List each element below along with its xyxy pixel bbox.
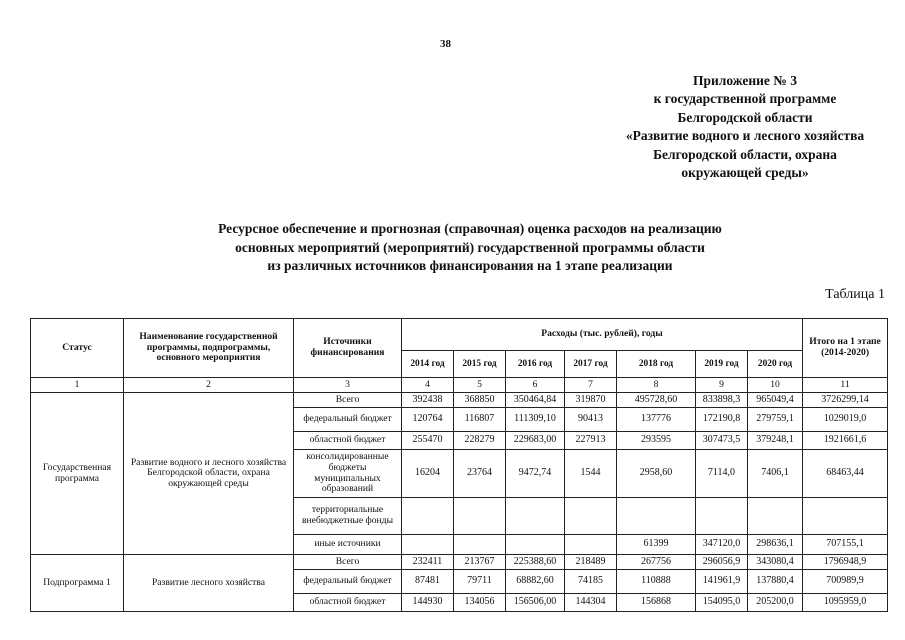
row-value: 833898,3 (696, 393, 748, 408)
row-value: 172190,8 (696, 408, 748, 432)
row-value (454, 535, 506, 555)
row-value (748, 498, 803, 535)
row-value: 137880,4 (748, 570, 803, 594)
row-source: федеральный бюджет (294, 570, 402, 594)
header-year: 2020 год (748, 351, 803, 378)
row-value: 298636,1 (748, 535, 803, 555)
header-year: 2016 год (506, 351, 565, 378)
row-value: 61399 (617, 535, 696, 555)
column-index: 9 (696, 378, 748, 393)
row-value: 90413 (565, 408, 617, 432)
row-value (617, 498, 696, 535)
row-total: 1921661,6 (803, 432, 888, 450)
appendix-line: к государственной программе (653, 91, 837, 107)
row-value: 68882,60 (506, 570, 565, 594)
row-total (803, 498, 888, 535)
column-index: 11 (803, 378, 888, 393)
row-value (565, 535, 617, 555)
column-index: 1 (31, 378, 124, 393)
row-value: 296056,9 (696, 555, 748, 570)
row-value: 79711 (454, 570, 506, 594)
column-index: 6 (506, 378, 565, 393)
row-name: Развитие водного и лесного хозяйства Белгородской области, охрана окружающей среды (124, 393, 294, 555)
row-value: 156506,00 (506, 594, 565, 612)
appendix-line: окружающей среды» (681, 165, 809, 181)
column-index: 3 (294, 378, 402, 393)
row-total: 68463,44 (803, 450, 888, 498)
table-row (31, 555, 888, 570)
row-value: 343080,4 (748, 555, 803, 570)
row-value: 16204 (402, 450, 454, 498)
row-value: 111309,10 (506, 408, 565, 432)
row-value: 227913 (565, 432, 617, 450)
row-value: 379248,1 (748, 432, 803, 450)
header-year: 2017 год (565, 351, 617, 378)
row-name: Развитие лесного хозяйства (124, 555, 294, 612)
row-value: 74185 (565, 570, 617, 594)
row-value: 307473,5 (696, 432, 748, 450)
row-value: 144930 (402, 594, 454, 612)
appendix-line: Белгородской области (677, 109, 813, 125)
title-line: из различных источников финансирования на 1 этапе реализации (267, 258, 673, 274)
row-value (454, 498, 506, 535)
row-source: Всего (294, 555, 402, 570)
header-total: Итого на 1 этапе (2014-2020) (803, 319, 888, 378)
row-total: 700989,9 (803, 570, 888, 594)
row-value: 319870 (565, 393, 617, 408)
row-value: 255470 (402, 432, 454, 450)
row-value: 218489 (565, 555, 617, 570)
column-index: 8 (617, 378, 696, 393)
row-total: 1796948,9 (803, 555, 888, 570)
row-source: территориальные внебюджетные фонды (294, 498, 402, 535)
header-year: 2019 год (696, 351, 748, 378)
row-value: 9472,74 (506, 450, 565, 498)
row-value: 110888 (617, 570, 696, 594)
row-total: 3726299,14 (803, 393, 888, 408)
row-value: 7114,0 (696, 450, 748, 498)
row-source: областной бюджет (294, 594, 402, 612)
row-value: 232411 (402, 555, 454, 570)
appendix-line: Белгородской области, охрана (653, 146, 837, 162)
appendix-header (590, 72, 900, 182)
row-total: 1029019,0 (803, 408, 888, 432)
row-value: 7406,1 (748, 450, 803, 498)
row-value: 965049,4 (748, 393, 803, 408)
header-year: 2018 год (617, 351, 696, 378)
header-source: Источники финансирования (294, 319, 402, 378)
row-value (696, 498, 748, 535)
appendix-line: «Развитие водного и лесного хозяйства (625, 128, 865, 144)
row-value: 229683,00 (506, 432, 565, 450)
row-source: федеральный бюджет (294, 408, 402, 432)
row-value: 347120,0 (696, 535, 748, 555)
row-value: 137776 (617, 408, 696, 432)
row-source: иные источники (294, 535, 402, 555)
row-value (506, 535, 565, 555)
row-value (565, 498, 617, 535)
row-value: 495728,60 (617, 393, 696, 408)
row-value: 141961,9 (696, 570, 748, 594)
row-value: 116807 (454, 408, 506, 432)
row-value: 279759,1 (748, 408, 803, 432)
row-value: 154095,0 (696, 594, 748, 612)
row-value: 293595 (617, 432, 696, 450)
row-value: 267756 (617, 555, 696, 570)
row-source: Всего (294, 393, 402, 408)
row-value: 225388,60 (506, 555, 565, 570)
row-value: 2958,60 (617, 450, 696, 498)
column-index: 5 (454, 378, 506, 393)
row-status: Государственная программа (31, 393, 124, 555)
row-source: консолидированные бюджеты муниципальных образований (294, 450, 402, 498)
title-line: основных мероприятий (мероприятий) государственной программы области (235, 239, 705, 255)
row-value: 213767 (454, 555, 506, 570)
row-total: 707155,1 (803, 535, 888, 555)
table-label: Таблица 1 (825, 287, 885, 302)
page-number: 38 (440, 38, 451, 50)
document-title (120, 220, 820, 276)
column-index: 7 (565, 378, 617, 393)
row-value: 368850 (454, 393, 506, 408)
budget-table (30, 318, 888, 612)
row-value: 205200,0 (748, 594, 803, 612)
row-total: 1095959,0 (803, 594, 888, 612)
row-value (506, 498, 565, 535)
row-value: 87481 (402, 570, 454, 594)
column-index: 4 (402, 378, 454, 393)
header-status: Статус (31, 319, 124, 378)
column-index: 2 (124, 378, 294, 393)
header-year: 2014 год (402, 351, 454, 378)
row-value: 144304 (565, 594, 617, 612)
column-index: 10 (748, 378, 803, 393)
row-value (402, 535, 454, 555)
row-value (402, 498, 454, 535)
row-value: 228279 (454, 432, 506, 450)
row-value: 1544 (565, 450, 617, 498)
appendix-line: Приложение № 3 (693, 73, 797, 88)
row-status: Подпрограмма 1 (31, 555, 124, 612)
header-expenses: Расходы (тыс. рублей), годы (402, 319, 803, 351)
row-value: 120764 (402, 408, 454, 432)
header-year: 2015 год (454, 351, 506, 378)
row-source: областной бюджет (294, 432, 402, 450)
row-value: 23764 (454, 450, 506, 498)
row-value: 350464,84 (506, 393, 565, 408)
header-name: Наименование государственной программы, подпрограммы, основного мероприятия (124, 319, 294, 378)
row-value: 134056 (454, 594, 506, 612)
row-value: 392438 (402, 393, 454, 408)
table-row (31, 393, 888, 408)
title-line: Ресурсное обеспечение и прогнозная (справочная) оценка расходов на реализацию (218, 221, 722, 236)
row-value: 156868 (617, 594, 696, 612)
